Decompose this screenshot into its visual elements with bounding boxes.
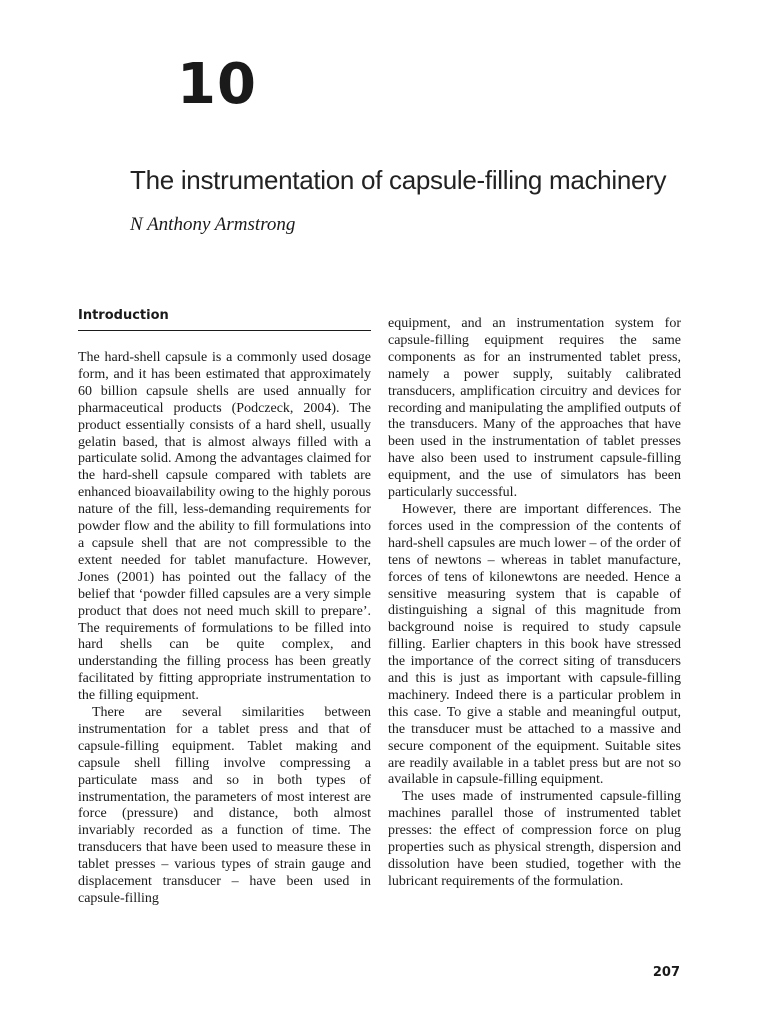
section-heading-introduction: Introduction xyxy=(78,306,371,331)
author-name: N Anthony Armstrong xyxy=(130,214,296,235)
chapter-number: 10 xyxy=(177,52,257,117)
paragraph: The uses made of instrumented capsule-filling machines parallel those of instrumented tablet presses: the effect of compression force on plug properties such as physical strength, dispersion and dissolution have been studied, together with the lubricant requirements of the formulation. xyxy=(388,789,681,889)
page-number: 207 xyxy=(652,965,680,980)
paragraph: There are several similarities between instrumentation for a tablet press and that of capsule-filling equipment. Tablet making and capsule shell filling involve compressing a particulate mass and so in both types of instrumentation, the parameters of most interest are force (pressure) and distance, both almost invariably recorded as a function of time. The transducers that have been used to measure these in tablet presses – various types of strain gauge and displacement transducer – have been used in capsule-filling xyxy=(78,705,371,906)
paragraph: However, there are important differences. The forces used in the compression of the contents of hard-shell capsules are much lower – of the order of tens of newtons – whereas in tablet manufacture, forces of tens of kilonewtons are needed. Hence a sensitive measuring system that is capable of distinguishing a signal of this magnitude from background noise is required to study capsule filling. Earlier chapters in this book have stressed the importance of the correct siting of transducers and this is just as important with capsule-filling machinery. Indeed there is a particular problem in this case. To give a stable and meaningful output, the transducer must be attached to a massive and secure component of the equipment. Suitable sites are readily available in a tablet press but are not so available in capsule-filling equipment. xyxy=(388,501,681,788)
left-column xyxy=(78,350,371,908)
paragraph: equipment, and an instrumentation system for capsule-filling equipment requires the same components as for an instrumented tablet press, namely a power supply, suitably calibrated transducers, amplification circuitry and devices for recording and manipulating the amplified outputs of the transducers. Many of the approaches that have been used in the instrumentation of tablet presses have also been used to instrument capsule-filling equipment, and the use of simulators has been particularly successful. xyxy=(388,316,681,501)
chapter-title: The instrumentation of capsule-filling machinery xyxy=(130,165,667,195)
right-column xyxy=(388,316,681,891)
paragraph: The hard-shell capsule is a commonly used dosage form, and it has been estimated that approximately 60 billion capsule shells are used annually for pharmaceutical products (Podczeck, 2004). The product essentially consists of a hard shell, usually gelatin based, that is almost always filled with a particulate solid. Among the advantages claimed for the hard-shell capsule compared with tablets are enhanced bioavailability owing to the highly porous nature of the fill, less-demanding requirements for powder flow and the ability to fill formulations into a capsule shell that are not compressible to the extent needed for tablet manufacture. However, Jones (2001) has pointed out the fallacy of the belief that ‘powder filled capsules are a very simple product that does not need much skill to prepare’. The requirements of formulations to be filled into hard shells can be quite complex, and understanding the filling process has been greatly facilitated by fitting appropriate instrumentation to the filling equipment. xyxy=(78,350,371,704)
